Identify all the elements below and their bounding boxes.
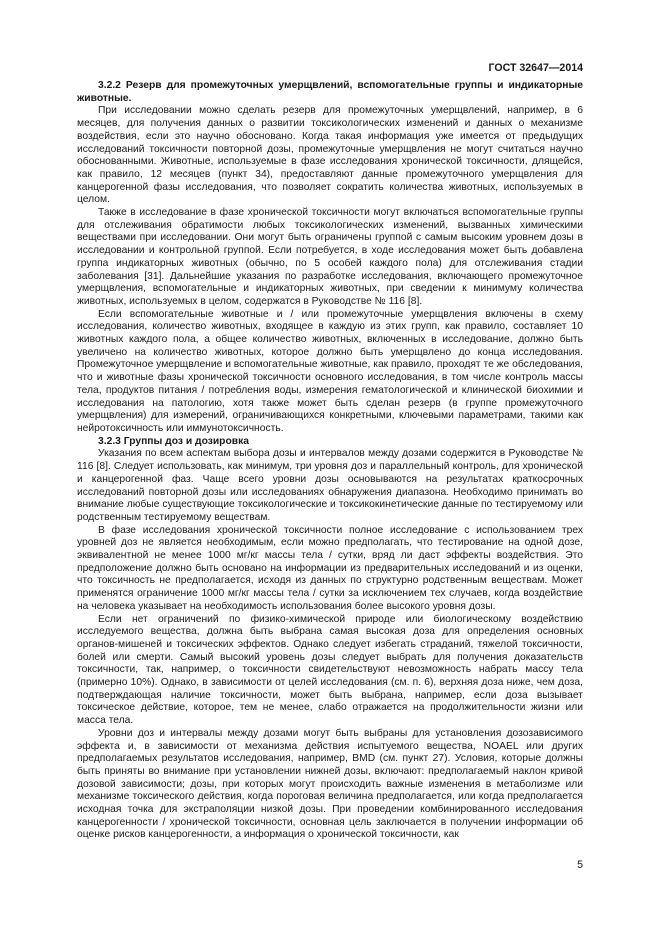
paragraph: Если нет ограничений по физико-химической природе или биологическому воздействию исследуемого вещества, должна быть выбрана самая высокая доза для определения основных органов-мишеней и токсических эффектов. Однако следует избегать страданий, тяжелой токсичности, болей или смерти. Самый высокий уровень дозы следует выбрать для получения доказательств токсичности, так, например, о токсичности свидетельствуют невозможность набрать массу тела (примерно 10%). Однако, в зависимости от целей исследования (см. п. 6), верхняя доза ниже, чем доза, подтверждающая наличие токсичности, может быть выбрана, например, если доза вызывает токсическое действие, которое, тем не менее, слабо отражается на продолжительности жизни или масса тела. bbox=[77, 613, 583, 727]
section-3-2-2-heading: 3.2.2 Резерв для промежуточных умерщвлений, вспомогательные группы и индикаторные животные. bbox=[77, 80, 583, 104]
document-header: ГОСТ 32647—2014 bbox=[488, 62, 583, 74]
page-number: 5 bbox=[577, 859, 583, 871]
paragraph: При исследовании можно сделать резерв для промежуточных умерщвлений, например, в 6 месяцев, для получения данных о развитии токсикологических изменений и данных о механизме воздействия, если это научно обосновано. Когда такая информация уже имеется от предыдущих исследований токсичности повторной дозы, промежуточные умерщвления не могут считаться научно обоснованными. Животные, используемые в фазе исследования хронической токсичности, длящейся, как правило, 12 месяцев (пункт 34), предоставляют данные промежуточного умерщвления для канцерогенной фазы исследования, что позволяет сократить количества животных, используемых в целом. bbox=[77, 105, 583, 206]
paragraph: Также в исследование в фазе хронической токсичности могут включаться вспомогательные группы для отслеживания обратимости любых токсикологических изменений, вызванных химическими веществами при исследовании. Они могут быть ограничены группой с самым высоким уровнем дозы в исследовании и контрольной группой. Если потребуется, в ходе исследования может быть добавлена группа индикаторных животных (обычно, по 5 особей каждого пола) для отслеживания стадии заболевания [31]. Дальнейшие указания по разработке исследования, включающего промежуточное умерщвления, вспомогательные и индикаторных животных, при сведении к минимуму количества животных, используемых в целом, содержатся в Руководстве № 116 [8]. bbox=[77, 207, 583, 307]
paragraph: Если вспомогательные животные и / или промежуточные умерщвления включены в схему исследования, количество животных, входящее в каждую из этих групп, как правило, составляет 10 животных каждого пола, а общее количество животных, включенных в исследование, должно быть увеличено на количество животных, которое должно быть умерщвлено до конца исследования. Промежуточное умерщвление и вспомогательные животные, как правило, проходят те же обследования, что и животные фазы хронической токсичности основного исследования, в том числе контроль массы тела, продуктов питания / потребления воды, измерения гематологической и клинической биохимии и исследования на патологию, хотя также может быть сделан резерв (в группе промежуточного умерщвления) для измерений, ограничивающихся конкретными, ключевыми параметрами, такими как нейротоксичность или иммунотоксичность. bbox=[77, 308, 583, 434]
paragraph: Уровни доз и интервалы между дозами могут быть выбраны для установления дозозависимого эффекта и, в зависимости от механизма действия испытуемого вещества, NOAEL или других предполагаемых результатов исследования, например, BMD (см. пункт 27). Условия, которые должны быть приняты во внимание при установлении нижней дозы, включают: предполагаемый наклон кривой дозовой зависимости; дозы, при которых могут происходить важные изменения в метаболизме или механизме токсического действия, когда пороговая величина предполагается, или когда предполагается исходная точка для экстраполяции низкой дозы. При проведении комбинированного исследования канцерогенности / хронической токсичности, основная цель заключается в получении информации об оценке рисков канцерогенности, а информация о хронической токсичности, как bbox=[77, 727, 583, 841]
paragraph: Указания по всем аспектам выбора дозы и интервалов между дозами содержится в Руководстве № 116 [8]. Следует использовать, как минимум, три уровня доз и параллельный контроль, для хронической и канцерогенной фаз. Чаще всего уровни дозы основываются на результатах краткосрочных исследований повторной дозы или исследованиях обнаружения диапазона. Необходимо принимать во внимание любые существующие токсикологические и токсикокинетические данные по тестируемому или родственным тестируемому веществам. bbox=[77, 448, 583, 523]
document-body bbox=[77, 80, 583, 842]
section-3-2-3-heading: 3.2.3 Группы доз и дозировка bbox=[98, 435, 249, 447]
paragraph: В фазе исследования хронической токсичности полное исследование с использованием трех уровней доз не является необходимым, если можно предполагать, что тестирование на одной дозе, эквивалентной не менее 1000 мг/кг массы тела / сутки, вряд ли даст эффекты воздействия. Это предположение должно быть основано на информации из предварительных исследований и из оценки, что токсичность не предполагается, исходя из данных по структурно родственным веществам. Может применятся ограничение 1000 мг/кг массы тела / сутки за исключением тех случаев, когда воздействие на человека указывает на необходимость использования более высокого уровня дозы. bbox=[77, 524, 583, 612]
